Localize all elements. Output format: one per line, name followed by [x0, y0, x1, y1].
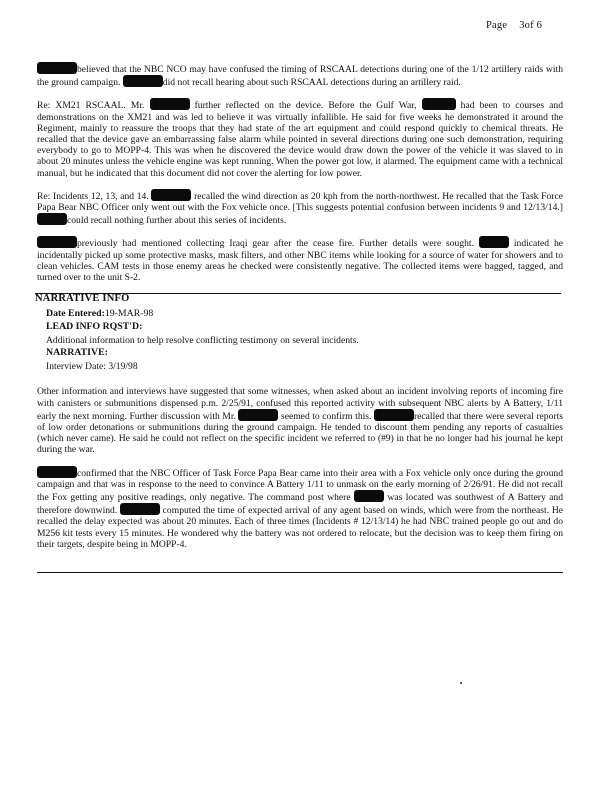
redaction-block	[374, 409, 414, 421]
redaction-block	[37, 466, 77, 478]
paragraph-incidents-12-13-14: Re: Incidents 12, 13, and 14. recalled the wind direction as 20 kph from the north-northwest. He recalled that the Task Force Papa Bear NBC Officer only went out with the Fox vehicle once. [This suggests potential confusion between incidents 9 and 12/13/14.]could recall nothing further about this series of incidents.	[37, 190, 563, 227]
redaction-block	[123, 75, 163, 87]
lead-info-row	[46, 321, 563, 334]
date-entered-label: Date Entered:	[46, 308, 105, 320]
redaction-block	[120, 503, 160, 515]
redaction-block	[479, 236, 509, 248]
redaction-block	[422, 98, 456, 110]
interview-date: Interview Date: 3/19/98	[46, 361, 138, 373]
paragraph-fox-vehicle: confirmed that the NBC Officer of Task Force Papa Bear came into their area with a Fox vehicle only once during the ground campaign and that was in response to the need to convince A Battery 1/11 to unmask on the early morning of 2/26/91. He did not recall the Fox getting any positive readings, only negative. The command post where was located was southwest of A Battery and therefore downwind. computed the time of expected arrival of any agent based on winds, which were from the northeast. He recalled the delay expected was about 20 minutes. Each of three times (Incidents # 12/13/14) he had NBC trained people go out and do M256 kit tests every 15 minutes. He wondered why the battery was not ordered to relocate, but the decision was to keep them firing on their targets, despite being in MOPP-4.	[37, 467, 564, 550]
paragraph-iraqi-gear: previously had mentioned collecting Iraqi gear after the cease fire. Further details were sought. indicated he incidentally picked up some protective masks, mask filters, and other NBC items while looking for a source of water for showers and to clean vehicles. CAM tests in those enemy areas he checked were consistently negative. The collected items were bagged, tagged, and turned over to the unit S-2.	[37, 238, 564, 284]
paragraph-rscaal-timing: believed that the NBC NCO may have confused the timing of RSCAAL detections during one of the 1/12 artillery raids with the ground campaign. did not recall hearing about such RSCAAL detections during an artillery raid.	[37, 64, 563, 89]
redaction-block	[37, 213, 67, 225]
scan-speck	[460, 682, 462, 684]
page-number-header	[486, 20, 542, 31]
bottom-divider	[37, 572, 563, 573]
section-title: NARRATIVE INFO	[35, 293, 130, 305]
narrative-row	[46, 347, 563, 360]
lead-info-text: Additional information to help resolve conflicting testimony on several incidents.	[46, 335, 359, 347]
page-number: 3of 6	[519, 20, 543, 31]
lead-info-label: LEAD INFO RQST'D:	[46, 320, 143, 332]
redaction-block	[37, 236, 77, 248]
redaction-block	[354, 490, 384, 502]
page-label: Page	[486, 20, 508, 31]
redaction-block	[238, 409, 278, 421]
document-body	[37, 62, 563, 581]
redaction-block	[151, 189, 191, 201]
date-entered-row	[46, 308, 563, 321]
paragraph-xm21: Re: XM21 RSCAAL. Mr. further reflected on the device. Before the Gulf War, had been to courses and demonstrations on the XM21 and was led to believe it was virtually infallible. He said for five weeks he demonstrated it around the Regiment, mainly to reassure the troops that they had state of the art equipment and could respond quickly to chemical threats. He recalled that the device gave an embarrassing false alarm while pointed in several directions during one such demonstration, requiring everybody to go to MOPP-4. This was when he discovered the device would draw down the power of the vehicle it was slaved to in about 20 minutes unless the vehicle engine was kept running. When the power got low, it alarmed. The equipment came with a technical manual, but he indicated that this document did not cover the alerting for low power.	[37, 100, 563, 179]
paragraph-incoming-fire: Other information and interviews have suggested that some witnesses, when asked about an incident involving reports of incoming fire with canisters or submunitions dispensed p.m. 2/25/91, confused this reported activity with subsequent NBC alerts by A Battery, 1/11 early the next morning. Further discussion with Mr. seemed to confirm this. recalled that there were several reports of low order detonations or submunitions during the ground campaign. He tended to discount them pending any reports of casualties (which never came). He said he could not reflect on the specific incident we referred to (#9) in that he no longer had his journal he kept during the war.	[37, 386, 563, 456]
redaction-block	[150, 98, 190, 110]
date-entered-value: 19-MAR-98	[104, 308, 154, 320]
redaction-block	[37, 62, 77, 74]
narrative-label: NARRATIVE:	[46, 346, 108, 358]
